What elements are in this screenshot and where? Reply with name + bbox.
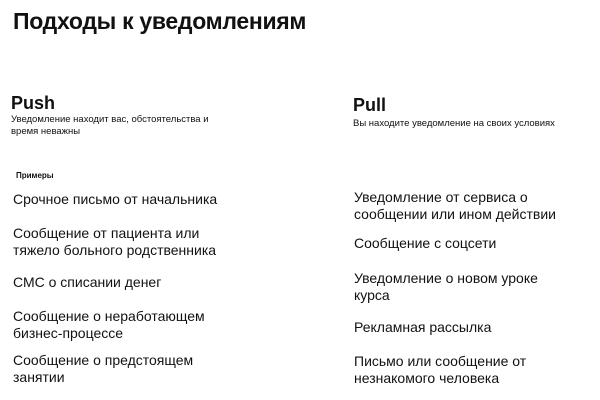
- pull-column-header: [353, 92, 598, 130]
- pull-heading: Pull: [353, 95, 387, 115]
- pull-example-item: [354, 353, 526, 387]
- push-example-item: [13, 225, 216, 259]
- push-example-item: [13, 308, 205, 342]
- pull-example-line: незнакомого человека: [354, 370, 500, 386]
- pull-example-item: [354, 189, 556, 223]
- push-example-item: [13, 352, 193, 386]
- pull-example-line: сообщении или ином действии: [354, 206, 556, 222]
- pull-example-line: Сообщение с соцсети: [354, 235, 497, 251]
- pull-example-line: Письмо или сообщение от: [354, 353, 527, 369]
- pull-example-item: [354, 235, 496, 252]
- push-example-line: Сообщение от пациента или: [13, 225, 200, 241]
- push-description-line: Уведомление находит вас, обстоятельства и: [11, 114, 209, 125]
- pull-example-line: Уведомление о новом уроке: [354, 270, 538, 286]
- push-column-header: [11, 92, 311, 137]
- pull-example-item: [354, 319, 491, 336]
- push-example-line: тяжело больного родственника: [13, 242, 217, 258]
- slide-title: Подходы к уведомлениям: [13, 8, 307, 34]
- push-example-item: [13, 191, 217, 208]
- pull-example-line: Рекламная рассылка: [354, 319, 492, 335]
- push-example-item: [13, 274, 161, 291]
- push-example-line: СМС о списании денег: [13, 274, 162, 290]
- push-example-line: Срочное письмо от начальника: [13, 191, 218, 207]
- examples-label: Примеры: [16, 171, 54, 180]
- push-description-line: время неважны: [11, 125, 81, 137]
- pull-example-line: Уведомление от сервиса о: [354, 189, 528, 205]
- pull-example-item: [354, 270, 538, 304]
- push-example-line: Сообщение о предстоящем: [13, 352, 194, 368]
- pull-description-line: Вы находите уведомление на своих условиях: [353, 118, 555, 129]
- push-heading: Push: [11, 93, 56, 113]
- push-example-line: занятии: [13, 369, 65, 385]
- push-example-line: бизнес-процессе: [13, 325, 124, 341]
- pull-example-line: курса: [354, 287, 390, 303]
- push-example-line: Сообщение о неработающем: [13, 308, 205, 324]
